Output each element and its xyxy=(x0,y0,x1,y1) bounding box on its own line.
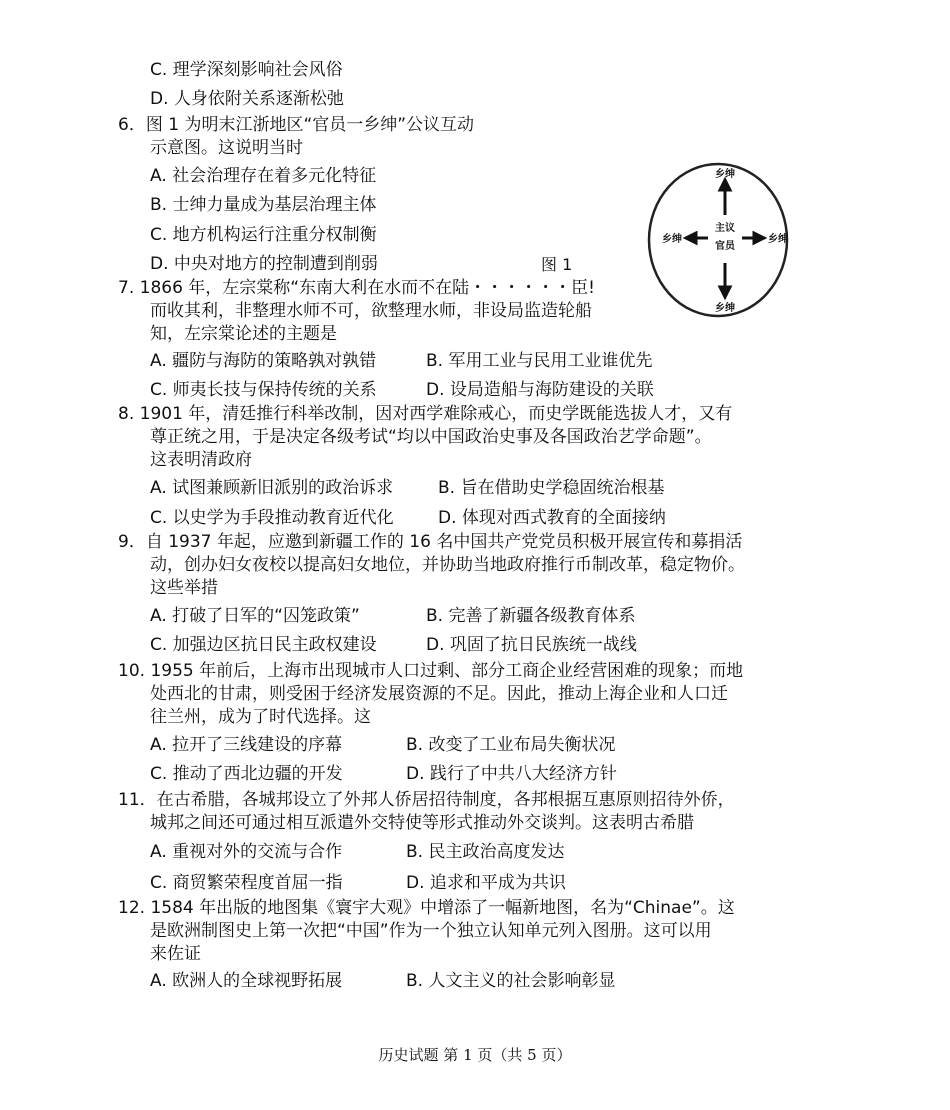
q6-stem-line2: 示意图。这说明当时 xyxy=(150,138,303,158)
figure-1-diagram xyxy=(646,160,790,320)
q6-option-d: D. 中央对地方的控制遭到削弱 xyxy=(150,254,378,274)
q5-option-d: D. 人身依附关系逐渐松弛 xyxy=(150,89,344,109)
q10-stem-line1: 10. 1955 年前后，上海市出现城市人口过剩、部分工商企业经营困难的现象；而地 xyxy=(118,661,744,681)
q10-option-d: D. 践行了中共八大经济方针 xyxy=(406,764,617,784)
q10-stem-line3: 往兰州，成为了时代选择。这 xyxy=(150,707,371,727)
q12-stem-line2: 是欧洲制图史上第一次把“中国”作为一个独立认知单元列入图册。这可以用 xyxy=(150,921,712,941)
q11-stem-line1: 11．在古希腊，各城邦设立了外邦人侨居招待制度，各邦根据互惠原则招待外侨， xyxy=(118,790,735,810)
node-right-label: 乡绅 xyxy=(768,234,788,245)
q12-stem-line1: 12. 1584 年出版的地图集《寰宇大观》中增添了一幅新地图，名为“Chinae”。这 xyxy=(118,898,735,918)
q11-option-a: A. 重视对外的交流与合作 xyxy=(150,842,343,862)
q8-stem-line3: 这表明清政府 xyxy=(150,450,252,470)
q7-option-a: A. 疆防与海防的策略孰对孰错 xyxy=(150,351,377,371)
node-left-label: 乡绅 xyxy=(662,234,682,245)
q8-stem-line1: 8. 1901 年，清廷推行科举改制，因对西学难除戒心，而史学既能选拔人才，又有 xyxy=(118,404,733,424)
q10-option-c: C. 推动了西北边疆的开发 xyxy=(150,764,343,784)
q9-option-d: D. 巩固了抗日民族统一战线 xyxy=(426,635,637,655)
q10-option-b: B. 改变了工业布局失衡状况 xyxy=(406,735,616,755)
center-bottom-label: 官员 xyxy=(715,241,735,252)
q7-stem-line1: 7. 1866 年，左宗棠称“东南大利在水而不在陆・・・・・・臣! xyxy=(118,278,595,298)
q9-stem-line2: 动，创办妇女夜校以提高妇女地位，并协助当地政府推行币制改革，稳定物价。 xyxy=(150,555,745,575)
q7-option-b: B. 军用工业与民用工业谁优先 xyxy=(426,351,653,371)
q10-stem-line2: 处西北的甘肃，则受困于经济发展资源的不足。因此，推动上海企业和人口迁 xyxy=(150,684,728,704)
q11-option-b: B. 民主政治高度发达 xyxy=(406,842,565,862)
q6-stem-line1: 6．图 1 为明末江浙地区“官员一乡绅”公议互动 xyxy=(118,115,475,135)
q8-option-a: A. 试图兼顾新旧派别的政治诉求 xyxy=(150,478,394,498)
q9-stem-line3: 这些举措 xyxy=(150,578,218,598)
q12-option-a: A. 欧洲人的全球视野拓展 xyxy=(150,971,343,991)
q7-stem-line2: 而收其利，非整理水师不可，欲整理水师，非设局监造轮船 xyxy=(150,301,592,321)
figure-1-caption: 图 1 xyxy=(541,255,573,274)
q11-option-d: D. 追求和平成为共识 xyxy=(406,873,566,893)
q9-option-c: C. 加强边区抗日民主政权建设 xyxy=(150,635,377,655)
page-footer: 历史试题 第 1 页（共 5 页） xyxy=(378,1046,572,1064)
q6-option-a: A. 社会治理存在着多元化特征 xyxy=(150,166,377,186)
q10-option-a: A. 拉开了三线建设的序幕 xyxy=(150,735,343,755)
q8-option-d: D. 体现对西式教育的全面接纳 xyxy=(438,508,666,528)
q7-stem-line3: 知，左宗棠论述的主题是 xyxy=(150,324,337,344)
q12-option-b: B. 人文主义的社会影响彰显 xyxy=(406,971,616,991)
q9-option-a: A. 打破了日军的“囚笼政策” xyxy=(150,606,360,626)
q6-option-b: B. 士绅力量成为基层治理主体 xyxy=(150,195,377,215)
q8-stem-line2: 尊正统之用，于是决定各级考试“均以中国政治史事及各国政治艺学命题”。 xyxy=(150,427,712,447)
q7-option-d: D. 设局造船与海防建设的关联 xyxy=(426,380,654,400)
q12-stem-line3: 来佐证 xyxy=(150,944,201,964)
node-bottom-label: 乡绅 xyxy=(715,303,735,314)
q9-option-b: B. 完善了新疆各级教育体系 xyxy=(426,606,636,626)
q5-option-c: C. 理学深刻影响社会风俗 xyxy=(150,60,343,80)
q8-option-b: B. 旨在借助史学稳固统治根基 xyxy=(438,478,665,498)
q8-option-c: C. 以史学为手段推动教育近代化 xyxy=(150,508,394,528)
node-top-label: 乡绅 xyxy=(715,169,735,180)
q9-stem-line1: 9．自 1937 年起，应邀到新疆工作的 16 名中国共产党党员积极开展宣传和募捐活 xyxy=(118,532,743,552)
q6-option-c: C. 地方机构运行注重分权制衡 xyxy=(150,225,377,245)
center-top-label: 主议 xyxy=(715,223,735,234)
q11-option-c: C. 商贸繁荣程度首屈一指 xyxy=(150,873,343,893)
q7-option-c: C. 师夷长技与保持传统的关系 xyxy=(150,380,377,400)
q11-stem-line2: 城邦之间还可通过相互派遣外交特使等形式推动外交谈判。这表明古希腊 xyxy=(150,813,694,833)
